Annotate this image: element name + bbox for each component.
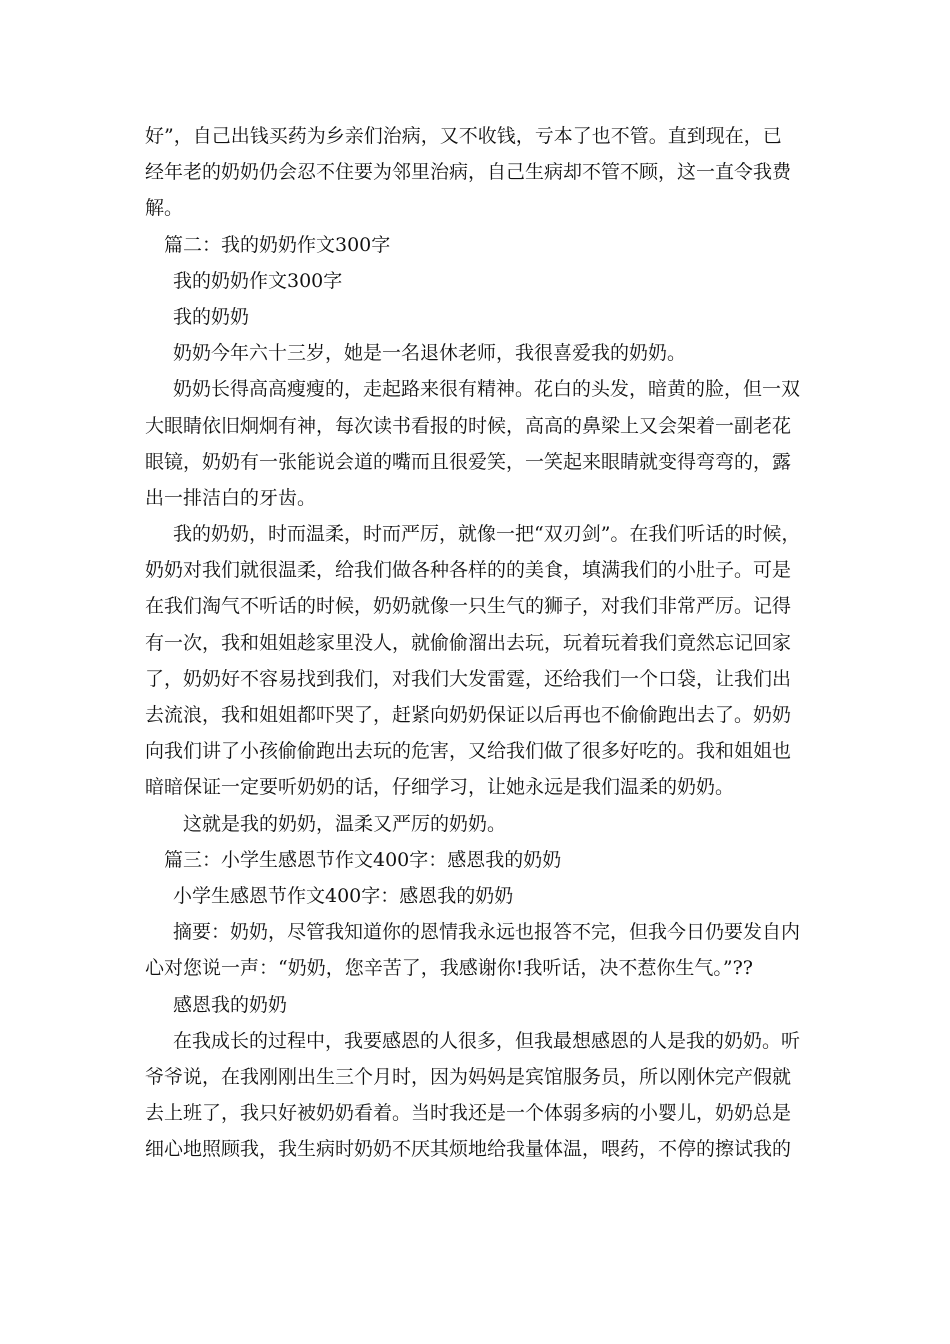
- essay-body: [145, 118, 805, 1167]
- essay-subtitle: 我的奶奶: [173, 305, 250, 328]
- paragraph-line: 这就是我的奶奶，温柔又严厉的奶奶。: [183, 812, 507, 835]
- paragraph-line: 有一次，我和姐姐趁家里没人，就偷偷溜出去玩，玩着玩着我们竟然忘记回家: [145, 631, 792, 654]
- paragraph-line: 大眼睛依旧炯炯有神，每次读书看报的时候，高高的鼻梁上又会架着一副老花: [145, 414, 792, 437]
- paragraph-line: 了，奶奶好不容易找到我们，对我们大发雷霆，还给我们一个口袋，让我们出: [145, 667, 792, 690]
- paragraph-line: 好”，自己出钱买药为乡亲们治病，又不收钱，亏本了也不管。直到现在，已: [145, 125, 782, 147]
- paragraph-line: 眼镜，奶奶有一张能说会道的嘴而且很爱笑，一笑起来眼睛就变得弯弯的，露: [145, 450, 792, 473]
- paragraph-line: 经年老的奶奶仍会忍不住要为邻里治病，自己生病却不管不顾，这一直令我费: [145, 161, 792, 184]
- essay-title: 我的奶奶作文300字: [173, 269, 343, 292]
- paragraph-line: 奶奶长得高高瘦瘦的，走起路来很有精神。花白的头发，暗黄的脸，但一双: [173, 378, 801, 401]
- paragraph-line: 奶奶对我们就很温柔，给我们做各种各样的的美食，填满我们的小肚子。可是: [145, 559, 792, 582]
- paragraph-line: 爷爷说，在我刚刚出生三个月时，因为妈妈是宾馆服务员，所以刚休完产假就: [145, 1065, 792, 1088]
- paragraph-line: 在我成长的过程中，我要感恩的人很多，但我最想感恩的人是我的奶奶。听: [173, 1029, 801, 1052]
- paragraph-line: 解。: [145, 197, 184, 220]
- paragraph-line: 去上班了，我只好被奶奶看着。当时我还是一个体弱多病的小婴儿，奶奶总是: [145, 1102, 792, 1125]
- abstract-line: 心对您说一声：“奶奶，您辛苦了，我感谢你!我听话，决不惹你生气。”??: [145, 957, 753, 980]
- paragraph-line: 我的奶奶，时而温柔，时而严厉，就像一把“双刃剑”。在我们听话的时候，: [173, 523, 801, 546]
- paragraph-line: 去流浪，我和姐姐都吓哭了，赶紧向奶奶保证以后再也不偷偷跑出去了。奶奶: [145, 704, 792, 726]
- paragraph-line: 出一排洁白的牙齿。: [145, 486, 317, 509]
- section-heading: 篇三：小学生感恩节作文400字：感恩我的奶奶: [164, 848, 562, 871]
- paragraph-line: 向我们讲了小孩偷偷跑出去玩的危害，又给我们做了很多好吃的。我和姐姐也: [145, 740, 792, 763]
- essay-title: 小学生感恩节作文400字：感恩我的奶奶: [173, 884, 514, 907]
- paragraph-line: 暗暗保证一定要听奶奶的话，仔细学习，让她永远是我们温柔的奶奶。: [145, 776, 735, 799]
- essay-subtitle: 感恩我的奶奶: [173, 993, 288, 1016]
- paragraph-line: 奶奶今年六十三岁，她是一名退休老师，我很喜爱我的奶奶。: [173, 342, 687, 365]
- section-heading: 篇二：我的奶奶作文300字: [164, 233, 391, 256]
- paragraph-line: 在我们淘气不听话的时候，奶奶就像一只生气的狮子，对我们非常严厉。记得: [145, 595, 792, 618]
- paragraph-line: 细心地照顾我，我生病时奶奶不厌其烦地给我量体温，喂药，不停的擦试我的: [145, 1138, 792, 1161]
- abstract-line: 摘要：奶奶，尽管我知道你的恩情我永远也报答不完，但我今日仍要发自内: [173, 921, 801, 944]
